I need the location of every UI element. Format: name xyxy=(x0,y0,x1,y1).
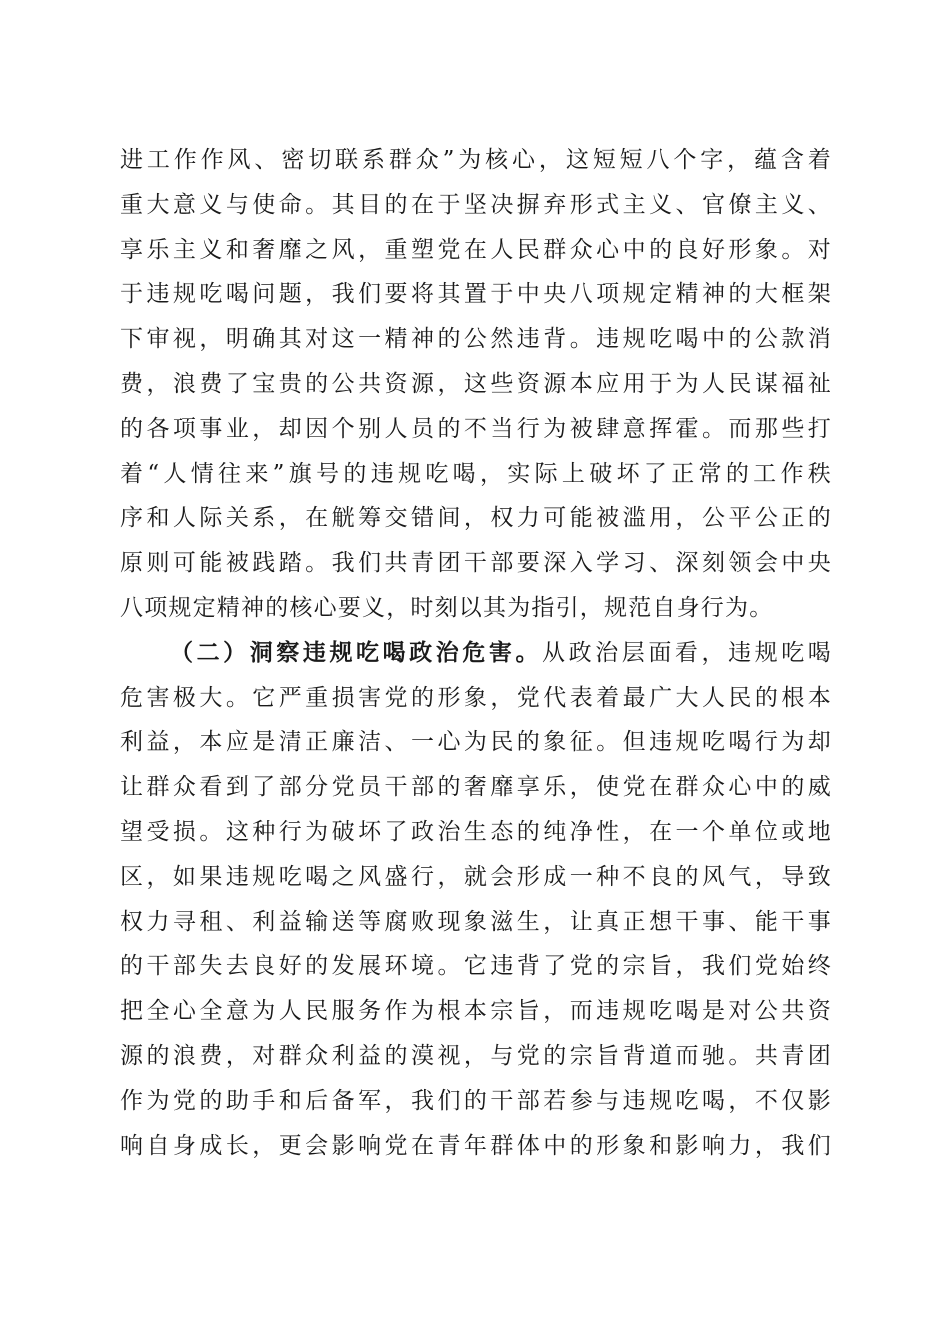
paragraph-first-line xyxy=(120,631,832,676)
text-line: 作为党的助手和后备军，我们的干部若参与违规吃喝，不仅影 xyxy=(120,1087,832,1114)
paragraph-1 xyxy=(120,138,832,631)
body-text xyxy=(120,138,832,1168)
text-line: 重大意义与使命。其目的在于坚决摒弃形式主义、官僚主义、 xyxy=(120,191,832,218)
text-line: 八项规定精神的核心要义，时刻以其为指引，规范自身行为。 xyxy=(120,594,774,621)
text-line: 的各项事业，却因个别人员的不当行为被肆意挥霍。而那些打 xyxy=(120,415,832,442)
text-line: 让群众看到了部分党员干部的奢靡享乐，使党在群众心中的威 xyxy=(120,774,832,801)
text-line: 费，浪费了宝贵的公共资源，这些资源本应用于为人民谋福祉 xyxy=(120,370,832,397)
text-line: 望受损。这种行为破坏了政治生态的纯净性，在一个单位或地 xyxy=(120,818,832,845)
text-line: 原则可能被践踏。我们共青团干部要深入学习、深刻领会中央 xyxy=(120,550,832,577)
text-line: 序和人际关系，在觥筹交错间，权力可能被滥用，公平公正的 xyxy=(120,505,832,532)
text-line: 于违规吃喝问题，我们要将其置于中央八项规定精神的大框架 xyxy=(120,281,832,308)
text-line: 下审视，明确其对这一精神的公然违背。违规吃喝中的公款消 xyxy=(120,326,832,353)
heading-continuation: 从政治层面看，违规吃喝 xyxy=(542,639,832,666)
text-line: 的干部失去良好的发展环境。它违背了党的宗旨，我们党始终 xyxy=(120,953,832,980)
text-line: 权力寻租、利益输送等腐败现象滋生，让真正想干事、能干事 xyxy=(120,908,832,935)
text-line: 进工作作风、密切联系群众”为核心，这短短八个字，蕴含着 xyxy=(120,147,832,173)
text-line: 着“人情往来”旗号的违规吃喝，实际上破坏了正常的工作秩 xyxy=(120,460,832,487)
text-line: 源的浪费，对群众利益的漠视，与党的宗旨背道而驰。共青团 xyxy=(120,1042,832,1069)
text-line: 享乐主义和奢靡之风，重塑党在人民群众心中的良好形象。对 xyxy=(120,236,832,263)
text-line: 利益，本应是清正廉洁、一心为民的象征。但违规吃喝行为却 xyxy=(120,729,832,756)
text-line: 响自身成长，更会影响党在青年群体中的形象和影响力，我们 xyxy=(120,1132,832,1159)
section-heading: （二）洞察违规吃喝政治危害。 xyxy=(170,638,543,666)
text-line: 区，如果违规吃喝之风盛行，就会形成一种不良的风气，导致 xyxy=(120,863,832,890)
text-line: 危害极大。它严重损害党的形象，党代表着最广大人民的根本 xyxy=(120,684,832,711)
text-line: 把全心全意为人民服务作为根本宗旨，而违规吃喝是对公共资 xyxy=(120,998,832,1025)
paragraph-2 xyxy=(120,631,832,1169)
